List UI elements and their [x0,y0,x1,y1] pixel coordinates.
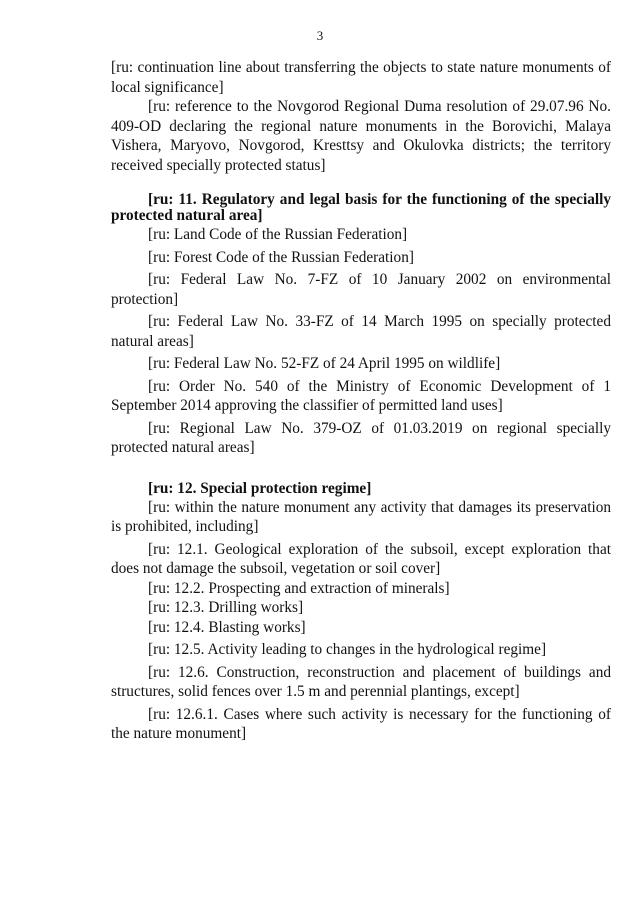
section-11-heading: [ru: 11. Regulatory and legal basis for the functioning of the specially protected natural area] [111,191,611,224]
section-11-item: [ru: Federal Law No. 7-FZ of 10 January 2002 on environmental protection] [111,271,611,308]
document-body [111,58,611,744]
page-number: 3 [316,28,324,43]
section-11-item: [ru: Order No. 540 of the Ministry of Economic Development of 1 September 2014 approving the classifier of permitted land uses] [111,377,611,414]
section-12-intro: [ru: within the nature monument any activity that damages its preservation is prohibited, including] [111,498,611,535]
section-11-item: [ru: Regional Law No. 379-OZ of 01.03.2019 on regional specially protected natural areas] [111,419,611,456]
section-12-item: [ru: 12.2. Prospecting and extraction of minerals] [148,579,450,597]
section-11-item: [ru: Forest Code of the Russian Federation] [148,248,414,266]
section-12-item: [ru: 12.6. Construction, reconstruction and placement of buildings and structures, solid fences over 1.5 m and perennial plantings, except] [111,663,611,700]
section-12-item: [ru: 12.5. Activity leading to changes in the hydrological regime] [148,641,547,658]
section-11-item: [ru: Federal Law No. 33-FZ of 14 March 1995 on specially protected natural areas] [111,313,611,350]
section-12-item: [ru: 12.6.1. Cases where such activity is necessary for the functioning of the nature monument] [111,705,611,742]
intro-paragraph-line: [ru: continuation line about transferring the objects to state nature monuments of local significance] [111,59,611,96]
section-12-item: [ru: 12.1. Geological exploration of the subsoil, except exploration that does not damage the subsoil, vegetation or soil cover] [111,540,611,577]
section-11-item: [ru: Federal Law No. 52-FZ of 24 April 1995 on wildlife] [148,355,501,372]
section-11-item: [ru: Land Code of the Russian Federation] [148,226,408,243]
section-12-item: [ru: 12.3. Drilling works] [148,599,304,616]
section-12-heading: [ru: 12. Special protection regime] [148,479,372,497]
section-12-item: [ru: 12.4. Blasting works] [148,618,306,636]
intro-paragraph: [ru: reference to the Novgorod Regional Duma resolution of 29.07.96 No. 409-OD declaring the regional nature monuments in the Borovichi, Malaya Vishera, Maryovo, Novgorod, Kresttsy and Okulovka districts; the territory received specially protected status] [111,98,611,174]
